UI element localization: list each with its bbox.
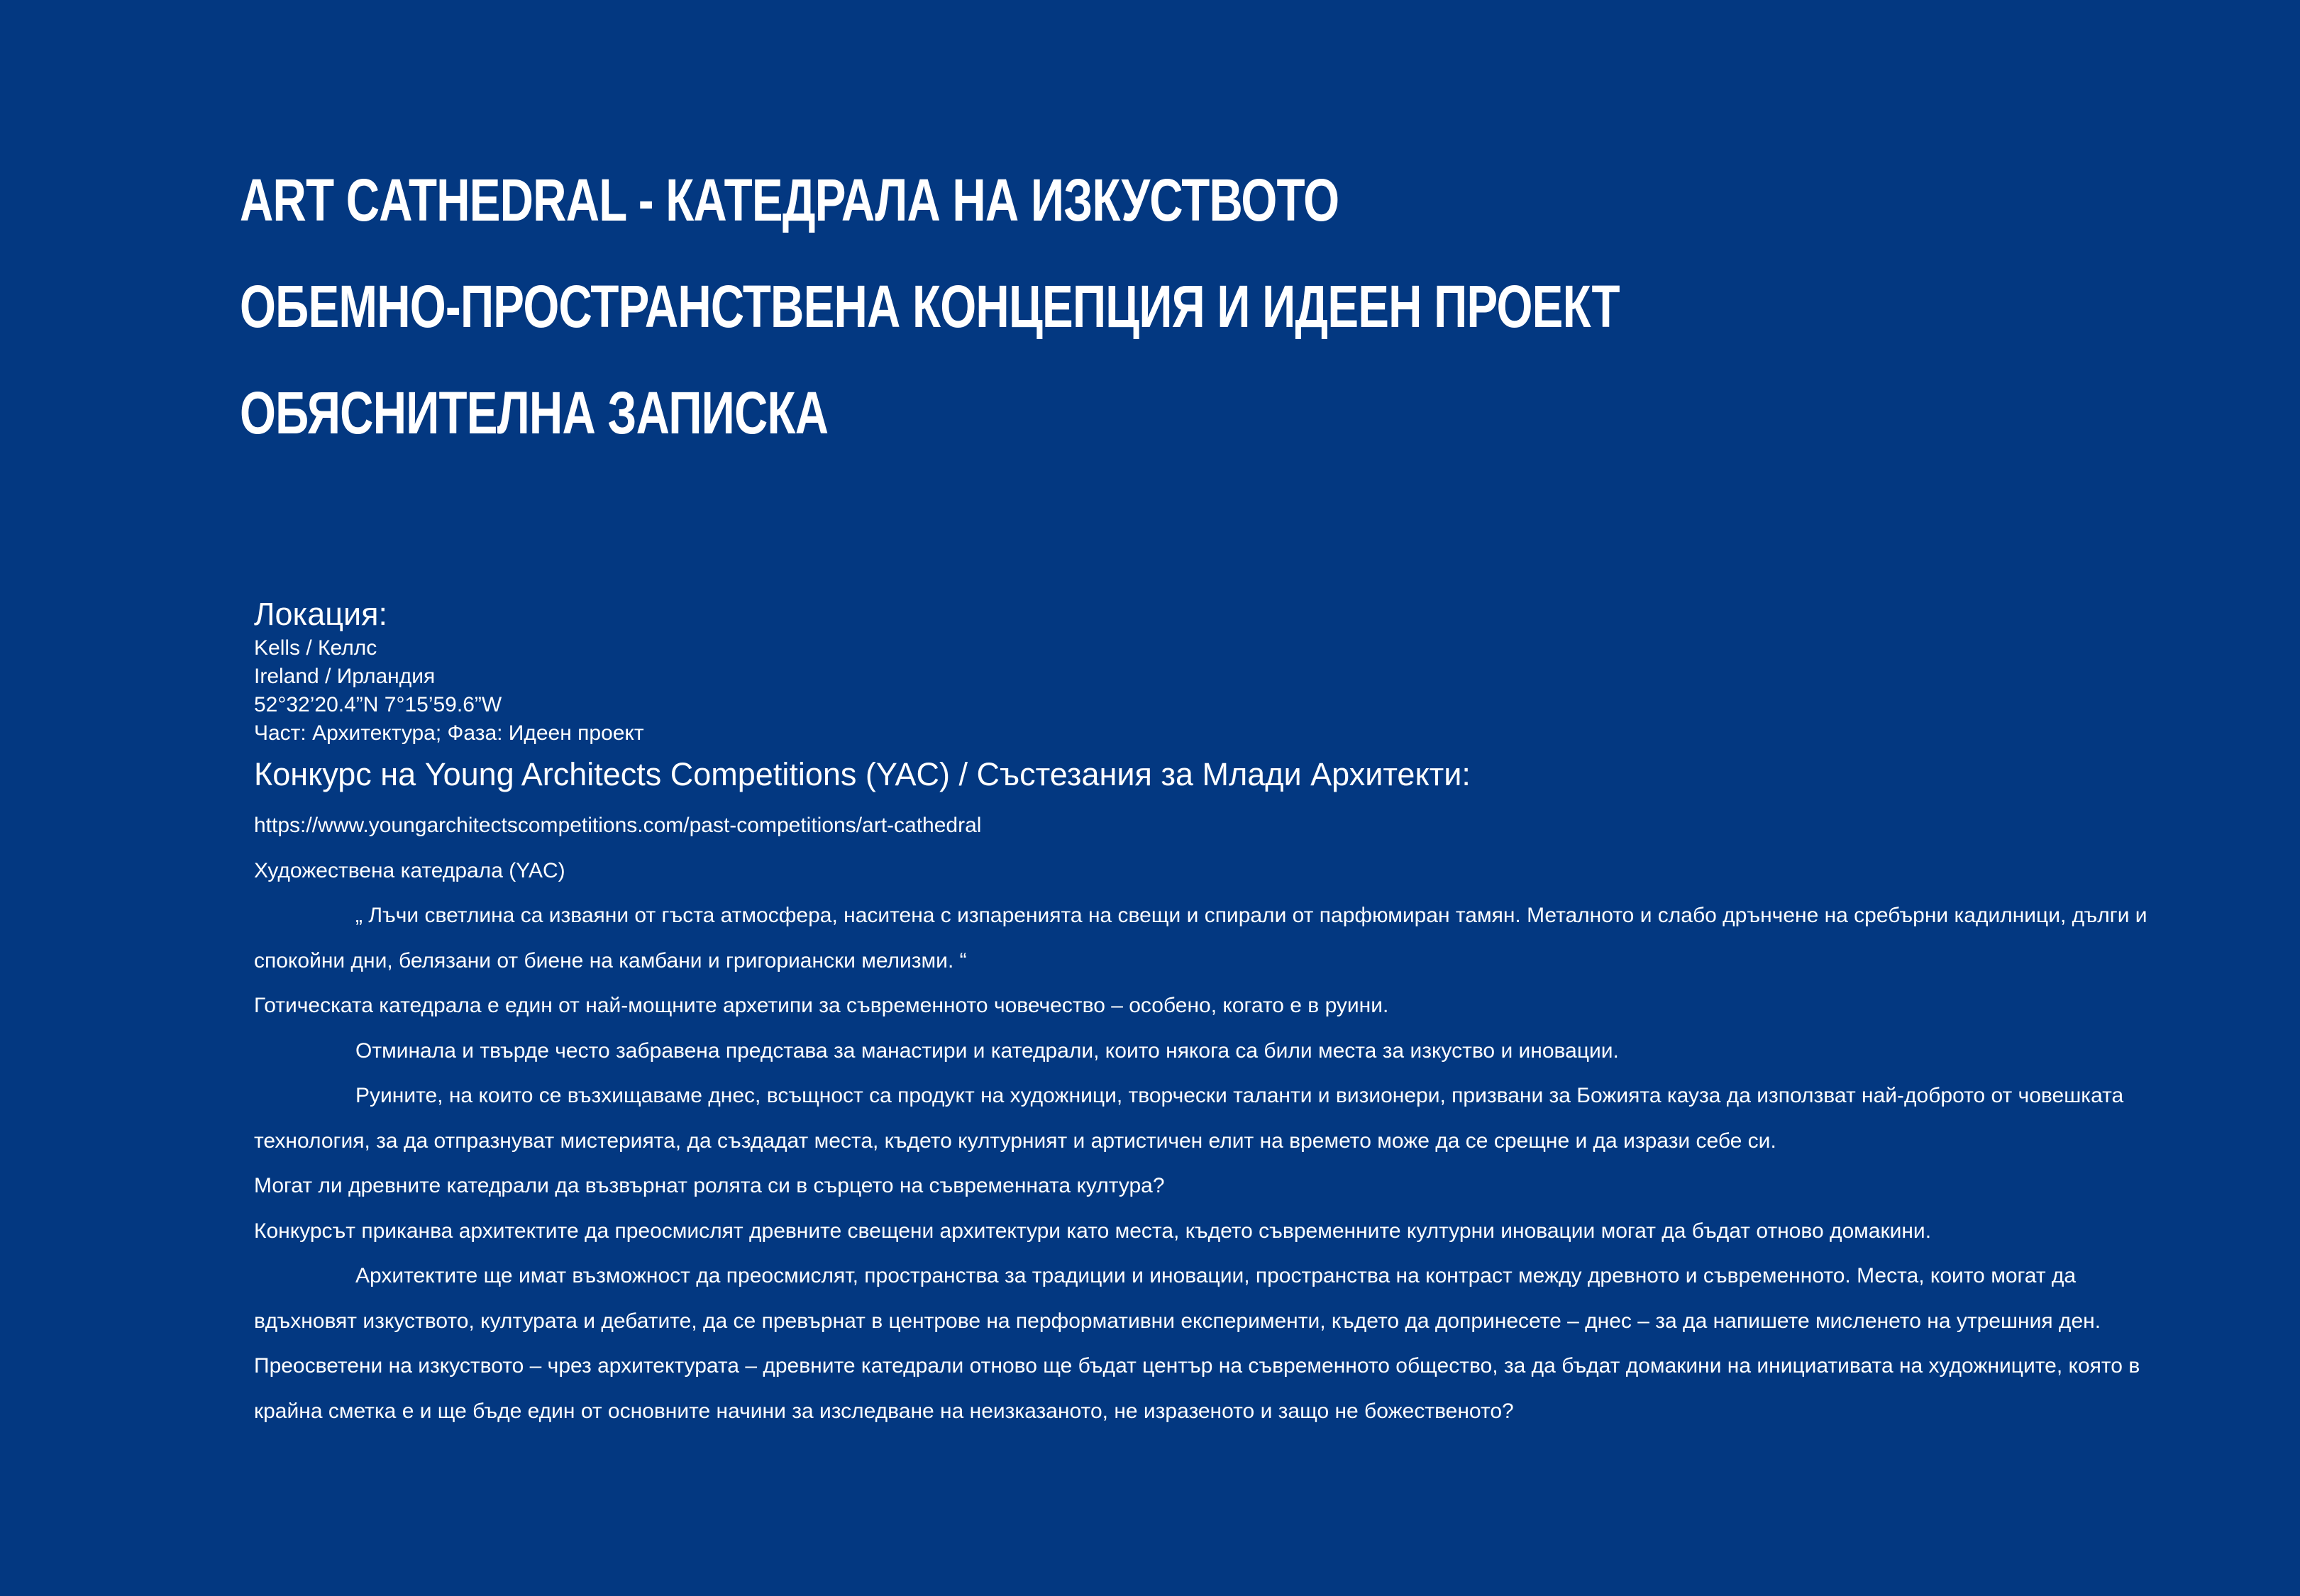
location-line-country: Ireland / Ирландия xyxy=(254,665,436,688)
title-line-1: ART CATHEDRAL - КАТЕДРАЛА НА ИЗКУСТВОТО xyxy=(240,167,1339,233)
competition-subtitle: Художествена катедрала (YAC) xyxy=(254,858,565,882)
competition-url: https://www.youngarchitectscompetitions.com/past-competitions/art-cathedral xyxy=(254,814,982,837)
paragraph-gothic: Готическата катедрала е един от най-мощните архетипи за съвременното човечество – особено, когато е в руини. xyxy=(254,994,1389,1017)
location-line-phase: Част: Архитектура; Фаза: Идеен проект xyxy=(254,721,644,745)
location-line-coordinates: 52°32’20.4”N 7°15’59.6”W xyxy=(254,693,502,716)
location-line-town: Kells / Келлс xyxy=(254,636,377,660)
title-block xyxy=(240,165,2084,484)
location-heading: Локация: xyxy=(254,596,388,632)
body-block xyxy=(254,594,2169,1434)
paragraph-quote: „ Лъчи светлина са изваяни от гъста атмосфера, наситена с изпаренията на свещи и спирали от парфюмиран тамян. Металното и слабо дрънчене на сребърни кадилници, дълги и спокойни дни, белязани от биене на камбани и григориански мелизми. “ xyxy=(254,904,2147,972)
paragraph-invitation: Конкурсът приканва архитектите да преосмислят древните свещени архитектури като места, където съвременните културни иновации могат да бъдат отново домакини. xyxy=(254,1219,1932,1243)
title-line-2: ОБЕМНО-ПРОСТРАНСТВЕНА КОНЦЕПЦИЯ И ИДЕЕН ПРОЕКТ xyxy=(240,273,1620,340)
paragraph-question: Могат ли древните катедрали да възвърнат ролята си в сърцето на съвременната култура? xyxy=(254,1174,1165,1197)
paragraph-forgotten: Отминала и твърде често забравена представа за манастири и катедрали, които някога са били места за изкуство и иновации. xyxy=(355,1038,1619,1063)
title-line-3: ОБЯСНИТЕЛНА ЗАПИСКА xyxy=(240,379,829,446)
paragraph-reconsecrated: Преосветени на изкуството – чрез архитектурата – древните катедрали отново ще бъдат център на съвременното общество, за да бъдат домакини на инициативата на художниците, която в крайна сметка е и ще бъде един от основните начини за изследване на неизказаното, не изразеното и защо не божественото? xyxy=(254,1354,2140,1423)
paragraph-ruins: Руините, на които се възхищаваме днес, всъщност са продукт на художници, творчески таланти и визионери, призвани за Божията кауза да използват най-доброто от човешката технология, за да отпразнуват мистерията, да създадат места, където културният и артистичен елит на времето може да се срещне и да изрази себе си. xyxy=(254,1084,2124,1153)
competition-heading: Конкурс на Young Architects Competitions (YAC) / Състезания за Млади Архитекти: xyxy=(254,756,1471,792)
paragraph-architects: Архитектите ще имат възможност да преосмислят, пространства за традиции и иновации, пространства на контраст между древното и съвременното. Места, които могат да вдъхновят изкуството, културата и дебатите, да се превърнат в центрове на перформативни експерименти, където да допринесете – днес – за да напишете мисленето на утрешния ден. xyxy=(254,1264,2101,1333)
